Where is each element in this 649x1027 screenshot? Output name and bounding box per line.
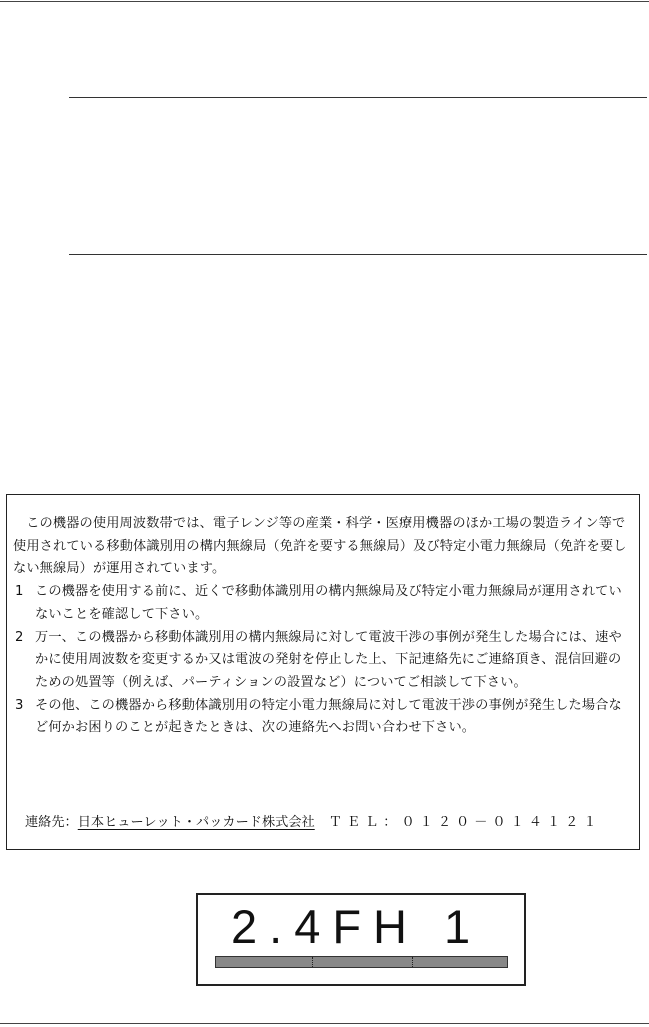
section-rule-upper [69,97,647,98]
frequency-code: 2.4FH 1 [231,900,483,953]
notice-item-text: 万一、この機器から移動体識別用の構内無線局に対して電波干渉の事例が発生した場合には、速やかに使用周波数を変更するか又は電波の発射を停止した上、下記連絡先にご連絡頂き、混信回避のための処置等（例えば、パーティションの設置など）についてご相談して下さい。 [35,629,622,690]
notice-item-number: 2 [15,629,24,645]
notice-item [13,627,633,695]
notice-item-text: この機器を使用する前に、近くで移動体識別用の構内無線局及び特定小電力無線局が運用されていないことを確認して下さい。 [35,584,622,622]
notice-intro: この機器の使用周波数帯では、電子レンジ等の産業・科学・医療用機器のほか工場の製造ライン等で使用されている移動体識別用の構内無線局（免許を要する無線局）及び特定小電力無線局（免許を要しない無線局）が運用されています。 [13,516,627,577]
radio-interference-notice [6,494,640,850]
frequency-band-bar [215,956,508,968]
contact-label: 連絡先： [25,815,78,830]
top-rule [0,1,649,2]
frequency-label [196,893,526,986]
band-tick [412,957,413,967]
notice-item-number: 3 [15,697,24,713]
bottom-rule [0,1023,649,1024]
notice-item-text: その他、この機器から移動体識別用の特定小電力無線局に対して電波干渉の事例が発生した場合など何かお困りのことが起きたときは、次の連絡先へお問い合わせ下さい。 [35,697,622,736]
contact-line [25,811,602,830]
notice-item [13,581,633,626]
section-rule-lower [69,254,647,255]
band-tick [312,957,313,967]
contact-company: 日本ヒューレット・パッカード株式会社 [77,815,315,830]
contact-tel: ＴＥＬ：０１２０－０１４１２１ [328,815,602,830]
notice-item [13,695,633,740]
notice-item-number: 1 [15,584,24,600]
notice-body [13,513,633,740]
